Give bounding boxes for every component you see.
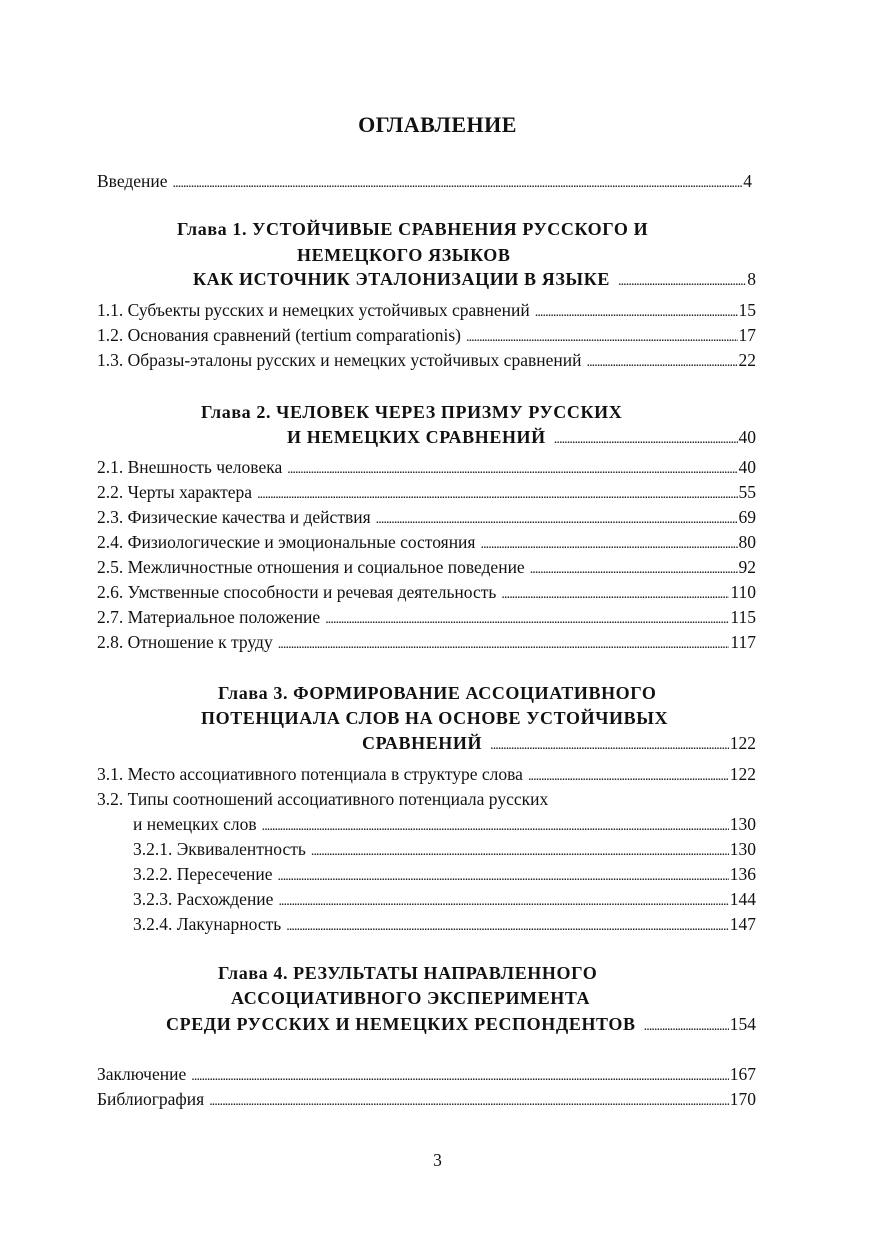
toc-subentry	[133, 913, 756, 938]
dot-leader	[528, 763, 729, 788]
chapter-2-heading-text: И НЕМЕЦКИХ СРАВНЕНИЙ	[287, 427, 546, 447]
dot-leader	[618, 268, 746, 293]
toc-entry	[97, 299, 756, 324]
toc-entry	[97, 763, 756, 788]
chapter-4-heading-line2: АССОЦИАТИВНОГО ЭКСПЕРИМЕНТА	[231, 988, 591, 1008]
toc-page-number: 170	[729, 1089, 756, 1109]
toc-page-number: 55	[738, 482, 756, 502]
toc-subentry	[133, 888, 756, 913]
toc-label: и немецких слов	[133, 814, 257, 834]
toc-label: Библиография	[97, 1089, 205, 1109]
toc-label: 2.1. Внешность человека	[97, 457, 283, 477]
toc-page-number: 122	[729, 764, 756, 784]
dot-leader	[191, 1063, 729, 1088]
dot-leader	[644, 1013, 729, 1038]
toc-page-number: 130	[729, 814, 756, 834]
dot-leader	[480, 531, 737, 556]
toc-entry-line1	[97, 788, 756, 810]
toc-label: 3.2.4. Лакунарность	[133, 914, 282, 934]
toc-entry	[97, 606, 756, 631]
toc-page-number: 110	[730, 582, 756, 602]
toc-entry	[97, 581, 756, 606]
chapter-1-heading-line2: НЕМЕЦКОГО ЯЗЫКОВ	[297, 245, 511, 265]
toc-label: 2.4. Физиологические и эмоциональные состояния	[97, 532, 476, 552]
toc-entry	[97, 456, 756, 481]
toc-page-number: 4	[743, 171, 752, 191]
chapter-4-heading-line3	[166, 1013, 756, 1038]
toc-page-number: 15	[738, 300, 756, 320]
dot-leader	[278, 863, 729, 888]
toc-entry	[97, 631, 756, 656]
toc-page-number: 115	[730, 607, 756, 627]
toc-label: 2.3. Физические качества и действия	[97, 507, 371, 527]
toc-entry	[97, 349, 756, 374]
toc-label: 1.2. Основания сравнений (tertium comparationis)	[97, 325, 461, 345]
dot-leader	[262, 813, 729, 838]
chapter-4-heading-text: СРЕДИ РУССКИХ И НЕМЕЦКИХ РЕСПОНДЕНТОВ	[166, 1014, 636, 1034]
chapter-3-heading-line2: ПОТЕНЦИАЛА СЛОВ НА ОСНОВЕ УСТОЙЧИВЫХ	[201, 708, 669, 728]
toc-entry	[97, 506, 756, 531]
toc-entry	[97, 324, 756, 349]
toc-entry-conclusion	[97, 1063, 756, 1088]
chapter-3-heading-line3	[362, 732, 756, 757]
dot-leader	[586, 349, 737, 374]
toc-page-number: 80	[738, 532, 756, 552]
dot-leader	[287, 456, 737, 481]
toc-subentry	[133, 838, 756, 863]
dot-leader	[311, 838, 729, 863]
toc-page-number: 17	[738, 325, 756, 345]
chapter-1-heading-line1: Глава 1. УСТОЙЧИВЫЕ СРАВНЕНИЯ РУССКОГО И	[177, 219, 649, 239]
toc-entry	[97, 481, 756, 506]
toc-page-number: 40	[738, 457, 756, 477]
chapter-2-heading-line1: Глава 2. ЧЕЛОВЕК ЧЕРЕЗ ПРИЗМУ РУССКИХ	[201, 402, 623, 422]
toc-entry-line2	[133, 813, 756, 838]
page-number: 3	[433, 1150, 442, 1170]
toc-entry	[97, 556, 756, 581]
toc-entry-bibliography	[97, 1088, 756, 1113]
toc-page-number: 167	[729, 1064, 756, 1084]
toc-page-number: 22	[738, 350, 756, 370]
dot-leader	[554, 426, 738, 451]
dot-leader	[535, 299, 738, 324]
toc-entry-intro	[97, 170, 752, 195]
dot-leader	[209, 1088, 729, 1113]
toc-label: 3.2.1. Эквивалентность	[133, 839, 306, 859]
toc-label: 1.1. Субъекты русских и немецких устойчивых сравнений	[97, 300, 530, 320]
dot-leader	[466, 324, 738, 349]
page-title: ОГЛАВЛЕНИЕ	[358, 112, 517, 137]
toc-page-number: 147	[729, 914, 756, 934]
dot-leader	[501, 581, 729, 606]
toc-label: 3.2. Типы соотношений ассоциативного потенциала русских	[97, 789, 549, 809]
toc-label: 3.2.2. Пересечение	[133, 864, 273, 884]
toc-page-number: 122	[729, 733, 756, 753]
toc-page-number: 144	[729, 889, 756, 909]
dot-leader	[278, 631, 730, 656]
dot-leader	[278, 888, 728, 913]
toc-label: 1.3. Образы-эталоны русских и немецких устойчивых сравнений	[97, 350, 582, 370]
chapter-3-heading-line1: Глава 3. ФОРМИРОВАНИЕ АССОЦИАТИВНОГО	[218, 683, 657, 703]
dot-leader	[257, 481, 737, 506]
toc-label: Введение	[97, 171, 168, 191]
toc-entry	[97, 531, 756, 556]
toc-page-number: 130	[729, 839, 756, 859]
toc-label: 2.2. Черты характера	[97, 482, 253, 502]
toc-page-number: 136	[729, 864, 756, 884]
dot-leader	[376, 506, 738, 531]
toc-label: 2.5. Межличностные отношения и социальное поведение	[97, 557, 525, 577]
toc-subentry	[133, 863, 756, 888]
toc-label: Заключение	[97, 1064, 187, 1084]
toc-label: 2.7. Материальное положение	[97, 607, 321, 627]
dot-leader	[173, 170, 743, 195]
toc-page-number: 92	[738, 557, 756, 577]
chapter-4-heading-line1: Глава 4. РЕЗУЛЬТАТЫ НАПРАВЛЕННОГО	[218, 963, 598, 983]
chapter-1-heading-text: КАК ИСТОЧНИК ЭТАЛОНИЗАЦИИ В ЯЗЫКЕ	[193, 269, 610, 289]
dot-leader	[530, 556, 738, 581]
toc-label: 3.2.3. Расхождение	[133, 889, 274, 909]
toc-page-number: 154	[729, 1014, 756, 1034]
toc-page-number: 69	[738, 507, 756, 527]
toc-label: 3.1. Место ассоциативного потенциала в структуре слова	[97, 764, 523, 784]
toc-page-number: 117	[730, 632, 756, 652]
toc-label: 2.6. Умственные способности и речевая деятельность	[97, 582, 497, 602]
chapter-3-heading-text: СРАВНЕНИЙ	[362, 733, 483, 753]
chapter-2-heading-line2	[287, 426, 756, 451]
toc-page-number: 40	[738, 427, 756, 447]
chapter-1-heading-line3	[193, 268, 756, 293]
dot-leader	[286, 913, 729, 938]
toc-page-number: 8	[747, 269, 756, 289]
dot-leader	[325, 606, 729, 631]
toc-label: 2.8. Отношение к труду	[97, 632, 273, 652]
dot-leader	[490, 732, 729, 757]
